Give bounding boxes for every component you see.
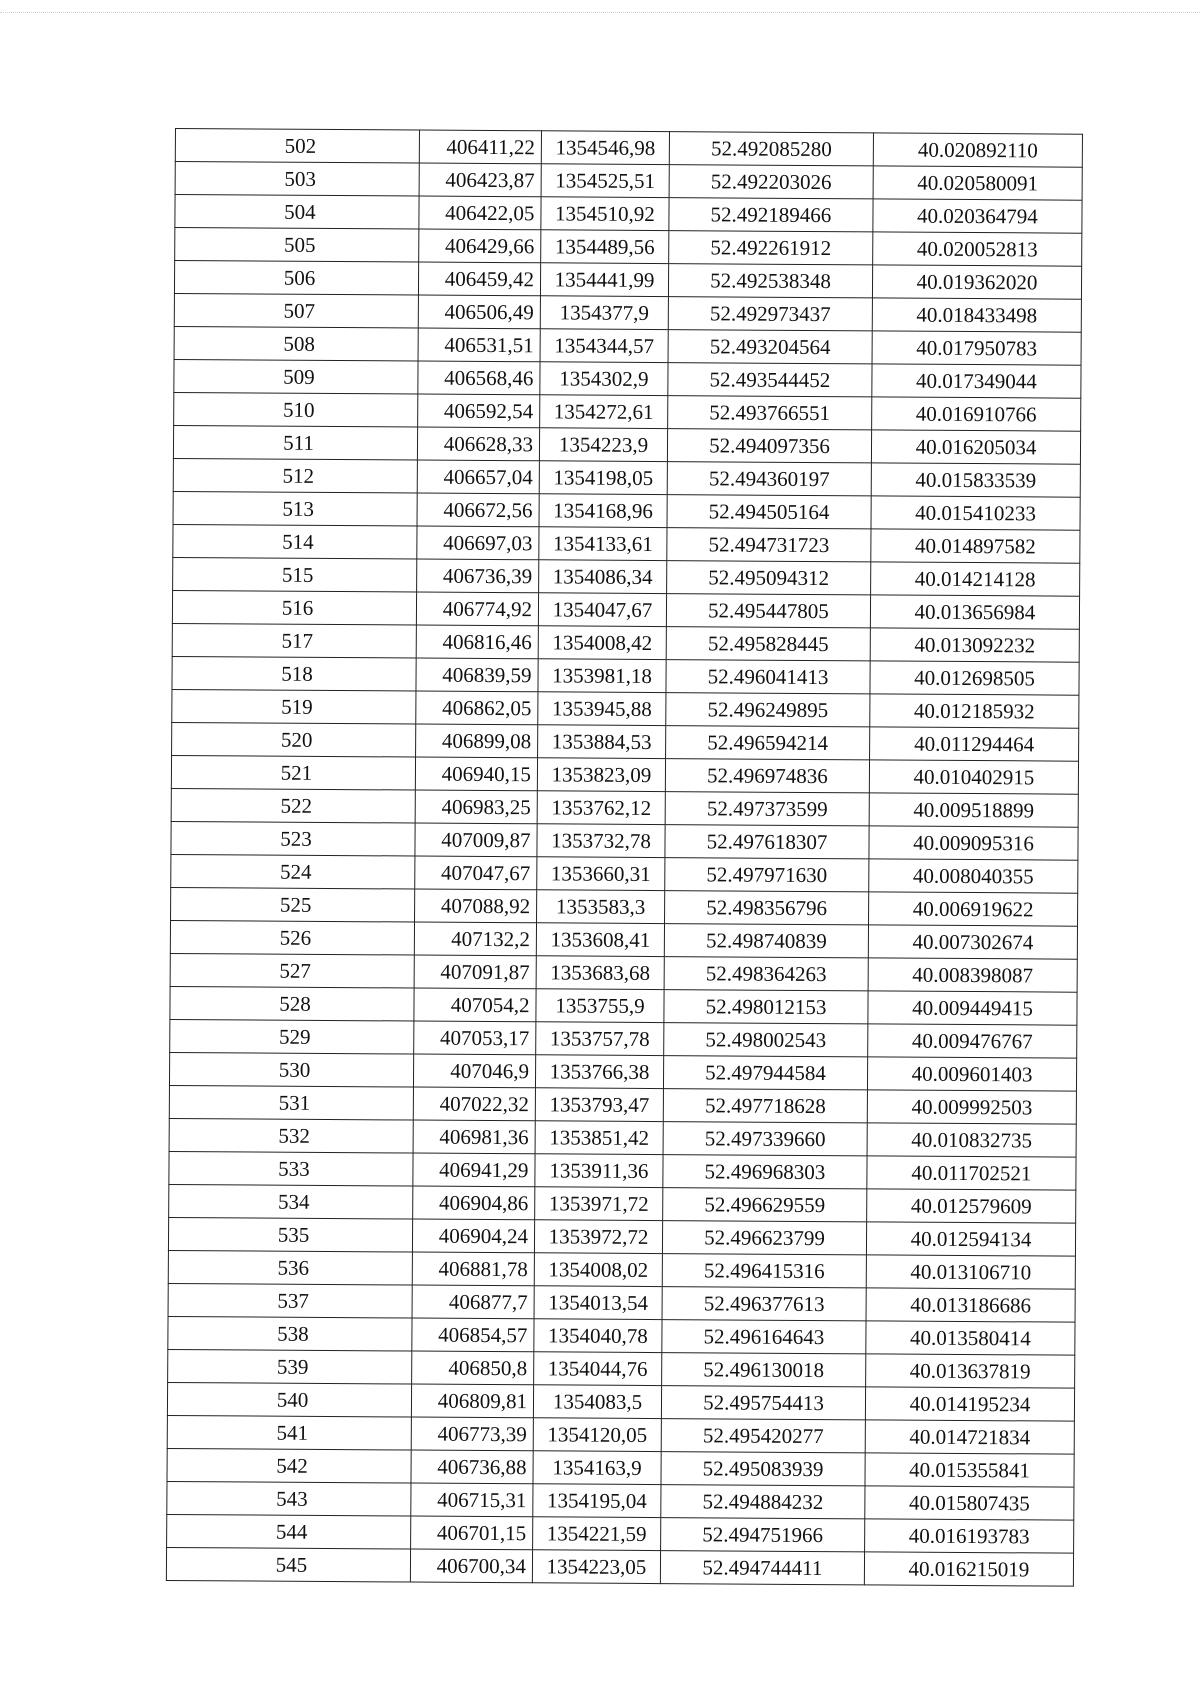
y-coordinate-cell: 1353823,09: [537, 758, 665, 792]
point-number-cell: 525: [171, 887, 415, 922]
x-coordinate-cell: 406736,88: [411, 1450, 533, 1484]
y-coordinate-cell: 1353793,47: [535, 1088, 663, 1122]
longitude-cell: 40.009449415: [868, 991, 1077, 1025]
latitude-cell: 52.492085280: [669, 132, 873, 166]
y-coordinate-cell: 1354525,51: [541, 164, 669, 198]
longitude-cell: 40.009518899: [869, 793, 1078, 827]
table-row: [175, 129, 1082, 168]
y-coordinate-cell: 1354163,9: [533, 1451, 661, 1485]
latitude-cell: 52.495094312: [667, 561, 871, 595]
point-number-cell: 505: [175, 228, 419, 263]
x-coordinate-cell: 406773,39: [411, 1417, 533, 1451]
latitude-cell: 52.493766551: [668, 396, 872, 430]
y-coordinate-cell: 1354489,56: [541, 230, 669, 264]
point-number-cell: 521: [171, 755, 415, 790]
latitude-cell: 52.497339660: [663, 1122, 867, 1156]
longitude-cell: 40.016193783: [865, 1519, 1074, 1553]
point-number-cell: 516: [172, 590, 416, 625]
latitude-cell: 52.495083939: [661, 1452, 865, 1486]
table-row: [168, 1250, 1075, 1289]
table-row: [171, 755, 1078, 794]
coordinates-table-body: [166, 129, 1082, 1587]
longitude-cell: 40.014214128: [871, 562, 1080, 596]
table-row: [167, 1415, 1074, 1454]
point-number-cell: 508: [174, 326, 418, 361]
point-number-cell: 513: [173, 491, 417, 526]
table-row: [174, 261, 1081, 300]
table-row: [170, 986, 1077, 1025]
latitude-cell: 52.497618307: [665, 825, 869, 859]
point-number-cell: 538: [168, 1316, 412, 1351]
table-row: [174, 326, 1081, 365]
x-coordinate-cell: 407088,92: [415, 889, 537, 923]
y-coordinate-cell: 1354013,54: [534, 1286, 662, 1320]
longitude-cell: 40.015833539: [871, 463, 1080, 497]
coordinates-table: [166, 128, 1083, 1587]
point-number-cell: 515: [173, 557, 417, 592]
latitude-cell: 52.493204564: [668, 330, 872, 364]
latitude-cell: 52.498364263: [664, 957, 868, 991]
table-row: [172, 623, 1079, 662]
y-coordinate-cell: 1354377,9: [540, 296, 668, 330]
y-coordinate-cell: 1354040,78: [534, 1319, 662, 1353]
y-coordinate-cell: 1354083,5: [533, 1385, 661, 1419]
x-coordinate-cell: 406881,78: [412, 1252, 534, 1286]
x-coordinate-cell: 407054,2: [414, 988, 536, 1022]
y-coordinate-cell: 1353971,72: [535, 1187, 663, 1221]
point-number-cell: 542: [167, 1448, 411, 1483]
latitude-cell: 52.492973437: [668, 297, 872, 331]
point-number-cell: 509: [174, 359, 418, 394]
x-coordinate-cell: 406697,03: [417, 526, 539, 560]
y-coordinate-cell: 1354223,05: [532, 1550, 660, 1584]
longitude-cell: 40.010402915: [869, 760, 1078, 794]
table-row: [169, 1184, 1076, 1223]
table-row: [168, 1283, 1075, 1322]
latitude-cell: 52.492261912: [669, 231, 873, 265]
latitude-cell: 52.497373599: [665, 792, 869, 826]
table-row: [171, 788, 1078, 827]
latitude-cell: 52.497971630: [665, 858, 869, 892]
x-coordinate-cell: 406854,57: [412, 1318, 534, 1352]
table-row: [169, 1118, 1076, 1157]
x-coordinate-cell: 406672,56: [417, 493, 539, 527]
x-coordinate-cell: 406423,87: [419, 163, 541, 197]
point-number-cell: 522: [171, 788, 415, 823]
longitude-cell: 40.013092232: [870, 628, 1079, 662]
point-number-cell: 514: [173, 524, 417, 559]
longitude-cell: 40.013186686: [866, 1288, 1075, 1322]
point-number-cell: 519: [172, 689, 416, 724]
point-number-cell: 530: [169, 1052, 413, 1087]
point-number-cell: 524: [171, 854, 415, 889]
x-coordinate-cell: 406411,22: [419, 130, 541, 164]
y-coordinate-cell: 1354120,05: [533, 1418, 661, 1452]
point-number-cell: 527: [170, 953, 414, 988]
longitude-cell: 40.015410233: [871, 496, 1080, 530]
y-coordinate-cell: 1354546,98: [541, 131, 669, 165]
longitude-cell: 40.013656984: [870, 595, 1079, 629]
table-row: [170, 1019, 1077, 1058]
y-coordinate-cell: 1354195,04: [533, 1484, 661, 1518]
latitude-cell: 52.496629559: [663, 1188, 867, 1222]
y-coordinate-cell: 1354223,9: [539, 428, 667, 462]
y-coordinate-cell: 1354168,96: [539, 494, 667, 528]
x-coordinate-cell: 406809,81: [411, 1384, 533, 1418]
point-number-cell: 543: [167, 1481, 411, 1516]
table-row: [171, 854, 1078, 893]
y-coordinate-cell: 1353851,42: [535, 1121, 663, 1155]
point-number-cell: 531: [169, 1085, 413, 1120]
longitude-cell: 40.015355841: [865, 1453, 1074, 1487]
table-row: [172, 656, 1079, 695]
y-coordinate-cell: 1354441,99: [540, 263, 668, 297]
table-row: [175, 162, 1082, 201]
x-coordinate-cell: 406839,59: [416, 658, 538, 692]
x-coordinate-cell: 407132,2: [414, 922, 536, 956]
longitude-cell: 40.020364794: [873, 199, 1082, 233]
y-coordinate-cell: 1353884,53: [538, 725, 666, 759]
point-number-cell: 504: [175, 195, 419, 230]
x-coordinate-cell: 406899,08: [416, 724, 538, 758]
latitude-cell: 52.494751966: [661, 1518, 865, 1552]
x-coordinate-cell: 406981,36: [413, 1120, 535, 1154]
longitude-cell: 40.011702521: [867, 1156, 1076, 1190]
point-number-cell: 534: [169, 1184, 413, 1219]
latitude-cell: 52.494360197: [667, 462, 871, 496]
longitude-cell: 40.014721834: [865, 1420, 1074, 1454]
longitude-cell: 40.013580414: [866, 1321, 1075, 1355]
x-coordinate-cell: 406701,15: [411, 1516, 533, 1550]
longitude-cell: 40.016215019: [864, 1552, 1073, 1586]
x-coordinate-cell: 406628,33: [417, 427, 539, 461]
longitude-cell: 40.006919622: [869, 892, 1078, 926]
longitude-cell: 40.014897582: [871, 529, 1080, 563]
longitude-cell: 40.010832735: [867, 1123, 1076, 1157]
longitude-cell: 40.017349044: [872, 364, 1081, 398]
longitude-cell: 40.012594134: [866, 1222, 1075, 1256]
table-row: [175, 195, 1082, 234]
point-number-cell: 529: [170, 1019, 414, 1054]
x-coordinate-cell: 406715,31: [411, 1483, 533, 1517]
table-row: [168, 1217, 1075, 1256]
longitude-cell: 40.008398087: [868, 958, 1077, 992]
latitude-cell: 52.492203026: [669, 165, 873, 199]
point-number-cell: 539: [168, 1349, 412, 1384]
point-number-cell: 507: [174, 293, 418, 328]
x-coordinate-cell: 406459,42: [418, 262, 540, 296]
point-number-cell: 520: [172, 722, 416, 757]
latitude-cell: 52.494097356: [667, 429, 871, 463]
table-row: [175, 228, 1082, 267]
x-coordinate-cell: 406816,46: [416, 625, 538, 659]
x-coordinate-cell: 406531,51: [418, 328, 540, 362]
table-row: [169, 1151, 1076, 1190]
point-number-cell: 517: [172, 623, 416, 658]
x-coordinate-cell: 406429,66: [419, 229, 541, 263]
point-number-cell: 502: [175, 129, 419, 164]
table-row: [173, 425, 1080, 464]
longitude-cell: 40.012579609: [867, 1189, 1076, 1223]
y-coordinate-cell: 1354047,67: [538, 593, 666, 627]
point-number-cell: 544: [167, 1514, 411, 1549]
x-coordinate-cell: 406568,46: [418, 361, 540, 395]
table-row: [173, 557, 1080, 596]
x-coordinate-cell: 407009,87: [415, 823, 537, 857]
table-row: [172, 689, 1079, 728]
latitude-cell: 52.494505164: [667, 495, 871, 529]
x-coordinate-cell: 407022,32: [413, 1087, 535, 1121]
latitude-cell: 52.498012153: [664, 990, 868, 1024]
longitude-cell: 40.009992503: [867, 1090, 1076, 1124]
y-coordinate-cell: 1353911,36: [535, 1154, 663, 1188]
y-coordinate-cell: 1353732,78: [537, 824, 665, 858]
y-coordinate-cell: 1354008,42: [538, 626, 666, 660]
point-number-cell: 512: [173, 458, 417, 493]
latitude-cell: 52.497944584: [663, 1056, 867, 1090]
latitude-cell: 52.497718628: [663, 1089, 867, 1123]
latitude-cell: 52.498356796: [665, 891, 869, 925]
latitude-cell: 52.495420277: [661, 1419, 865, 1453]
point-number-cell: 518: [172, 656, 416, 691]
x-coordinate-cell: 406657,04: [417, 460, 539, 494]
y-coordinate-cell: 1354510,92: [541, 197, 669, 231]
table-row: [168, 1316, 1075, 1355]
table-row: [174, 293, 1081, 332]
point-number-cell: 535: [168, 1217, 412, 1252]
longitude-cell: 40.009601403: [867, 1057, 1076, 1091]
table-row: [173, 524, 1080, 563]
point-number-cell: 533: [169, 1151, 413, 1186]
y-coordinate-cell: 1353981,18: [538, 659, 666, 693]
latitude-cell: 52.498740839: [664, 924, 868, 958]
table-row: [166, 1547, 1073, 1586]
latitude-cell: 52.496041413: [666, 660, 870, 694]
table-row: [170, 920, 1077, 959]
latitude-cell: 52.495447805: [666, 594, 870, 628]
x-coordinate-cell: 406506,49: [418, 295, 540, 329]
table-row: [172, 590, 1079, 629]
longitude-cell: 40.018433498: [872, 298, 1081, 332]
latitude-cell: 52.496130018: [662, 1353, 866, 1387]
table-row: [172, 722, 1079, 761]
table-row: [167, 1514, 1074, 1553]
y-coordinate-cell: 1353972,72: [534, 1220, 662, 1254]
y-coordinate-cell: 1353757,78: [536, 1022, 664, 1056]
x-coordinate-cell: 407046,9: [413, 1054, 535, 1088]
table-row: [171, 821, 1078, 860]
latitude-cell: 52.494884232: [661, 1485, 865, 1519]
latitude-cell: 52.496415316: [662, 1254, 866, 1288]
x-coordinate-cell: 406877,7: [412, 1285, 534, 1319]
y-coordinate-cell: 1354221,59: [533, 1517, 661, 1551]
table-row: [167, 1481, 1074, 1520]
latitude-cell: 52.496974836: [665, 759, 869, 793]
latitude-cell: 52.495754413: [661, 1386, 865, 1420]
y-coordinate-cell: 1353583,3: [537, 890, 665, 924]
point-number-cell: 545: [166, 1547, 410, 1582]
point-number-cell: 528: [170, 986, 414, 1021]
y-coordinate-cell: 1354008,02: [534, 1253, 662, 1287]
x-coordinate-cell: 406850,8: [412, 1351, 534, 1385]
point-number-cell: 526: [170, 920, 414, 955]
table-row: [170, 953, 1077, 992]
longitude-cell: 40.011294464: [870, 727, 1079, 761]
table-row: [168, 1349, 1075, 1388]
latitude-cell: 52.498002543: [664, 1023, 868, 1057]
point-number-cell: 511: [173, 425, 417, 460]
point-number-cell: 506: [174, 261, 418, 296]
longitude-cell: 40.019362020: [872, 265, 1081, 299]
latitude-cell: 52.494744411: [660, 1551, 864, 1585]
longitude-cell: 40.020892110: [873, 133, 1082, 167]
y-coordinate-cell: 1354133,61: [539, 527, 667, 561]
longitude-cell: 40.009476767: [868, 1024, 1077, 1058]
y-coordinate-cell: 1353766,38: [535, 1055, 663, 1089]
longitude-cell: 40.020580091: [873, 166, 1082, 200]
point-number-cell: 503: [175, 162, 419, 197]
y-coordinate-cell: 1353683,68: [536, 956, 664, 990]
y-coordinate-cell: 1354198,05: [539, 461, 667, 495]
scan-edge-line: [0, 12, 1200, 13]
point-number-cell: 540: [167, 1382, 411, 1417]
latitude-cell: 52.496623799: [662, 1221, 866, 1255]
longitude-cell: 40.013106710: [866, 1255, 1075, 1289]
y-coordinate-cell: 1353762,12: [537, 791, 665, 825]
latitude-cell: 52.495828445: [666, 627, 870, 661]
x-coordinate-cell: 406774,92: [416, 592, 538, 626]
x-coordinate-cell: 406941,29: [413, 1153, 535, 1187]
latitude-cell: 52.496377613: [662, 1287, 866, 1321]
y-coordinate-cell: 1354272,61: [540, 395, 668, 429]
x-coordinate-cell: 407091,87: [414, 955, 536, 989]
x-coordinate-cell: 406904,86: [413, 1186, 535, 1220]
longitude-cell: 40.016205034: [871, 430, 1080, 464]
latitude-cell: 52.496249895: [666, 693, 870, 727]
x-coordinate-cell: 406904,24: [412, 1219, 534, 1253]
latitude-cell: 52.496164643: [662, 1320, 866, 1354]
point-number-cell: 537: [168, 1283, 412, 1318]
y-coordinate-cell: 1353660,31: [537, 857, 665, 891]
x-coordinate-cell: 407047,67: [415, 856, 537, 890]
longitude-cell: 40.017950783: [872, 331, 1081, 365]
y-coordinate-cell: 1354344,57: [540, 329, 668, 363]
point-number-cell: 541: [167, 1415, 411, 1450]
table-row: [169, 1085, 1076, 1124]
longitude-cell: 40.015807435: [865, 1486, 1074, 1520]
y-coordinate-cell: 1354302,9: [540, 362, 668, 396]
table-row: [167, 1448, 1074, 1487]
longitude-cell: 40.012698505: [870, 661, 1079, 695]
table-row: [171, 887, 1078, 926]
x-coordinate-cell: 406700,34: [410, 1549, 532, 1583]
x-coordinate-cell: 406422,05: [419, 196, 541, 230]
table-row: [174, 392, 1081, 431]
latitude-cell: 52.492538348: [668, 264, 872, 298]
y-coordinate-cell: 1354044,76: [534, 1352, 662, 1386]
longitude-cell: 40.013637819: [866, 1354, 1075, 1388]
latitude-cell: 52.493544452: [668, 363, 872, 397]
y-coordinate-cell: 1353608,41: [536, 923, 664, 957]
x-coordinate-cell: 407053,17: [414, 1021, 536, 1055]
latitude-cell: 52.496594214: [666, 726, 870, 760]
latitude-cell: 52.492189466: [669, 198, 873, 232]
longitude-cell: 40.009095316: [869, 826, 1078, 860]
longitude-cell: 40.020052813: [873, 232, 1082, 266]
x-coordinate-cell: 406862,05: [416, 691, 538, 725]
x-coordinate-cell: 406592,54: [418, 394, 540, 428]
y-coordinate-cell: 1354086,34: [539, 560, 667, 594]
table-row: [169, 1052, 1076, 1091]
x-coordinate-cell: 406736,39: [417, 559, 539, 593]
x-coordinate-cell: 406940,15: [415, 757, 537, 791]
latitude-cell: 52.496968303: [663, 1155, 867, 1189]
table-row: [173, 491, 1080, 530]
y-coordinate-cell: 1353755,9: [536, 989, 664, 1023]
table-row: [173, 458, 1080, 497]
longitude-cell: 40.012185932: [870, 694, 1079, 728]
point-number-cell: 532: [169, 1118, 413, 1153]
y-coordinate-cell: 1353945,88: [538, 692, 666, 726]
point-number-cell: 510: [174, 392, 418, 427]
longitude-cell: 40.016910766: [872, 397, 1081, 431]
longitude-cell: 40.008040355: [869, 859, 1078, 893]
table-row: [167, 1382, 1074, 1421]
longitude-cell: 40.014195234: [865, 1387, 1074, 1421]
point-number-cell: 536: [168, 1250, 412, 1285]
latitude-cell: 52.494731723: [667, 528, 871, 562]
longitude-cell: 40.007302674: [868, 925, 1077, 959]
table-row: [174, 359, 1081, 398]
point-number-cell: 523: [171, 821, 415, 856]
x-coordinate-cell: 406983,25: [415, 790, 537, 824]
